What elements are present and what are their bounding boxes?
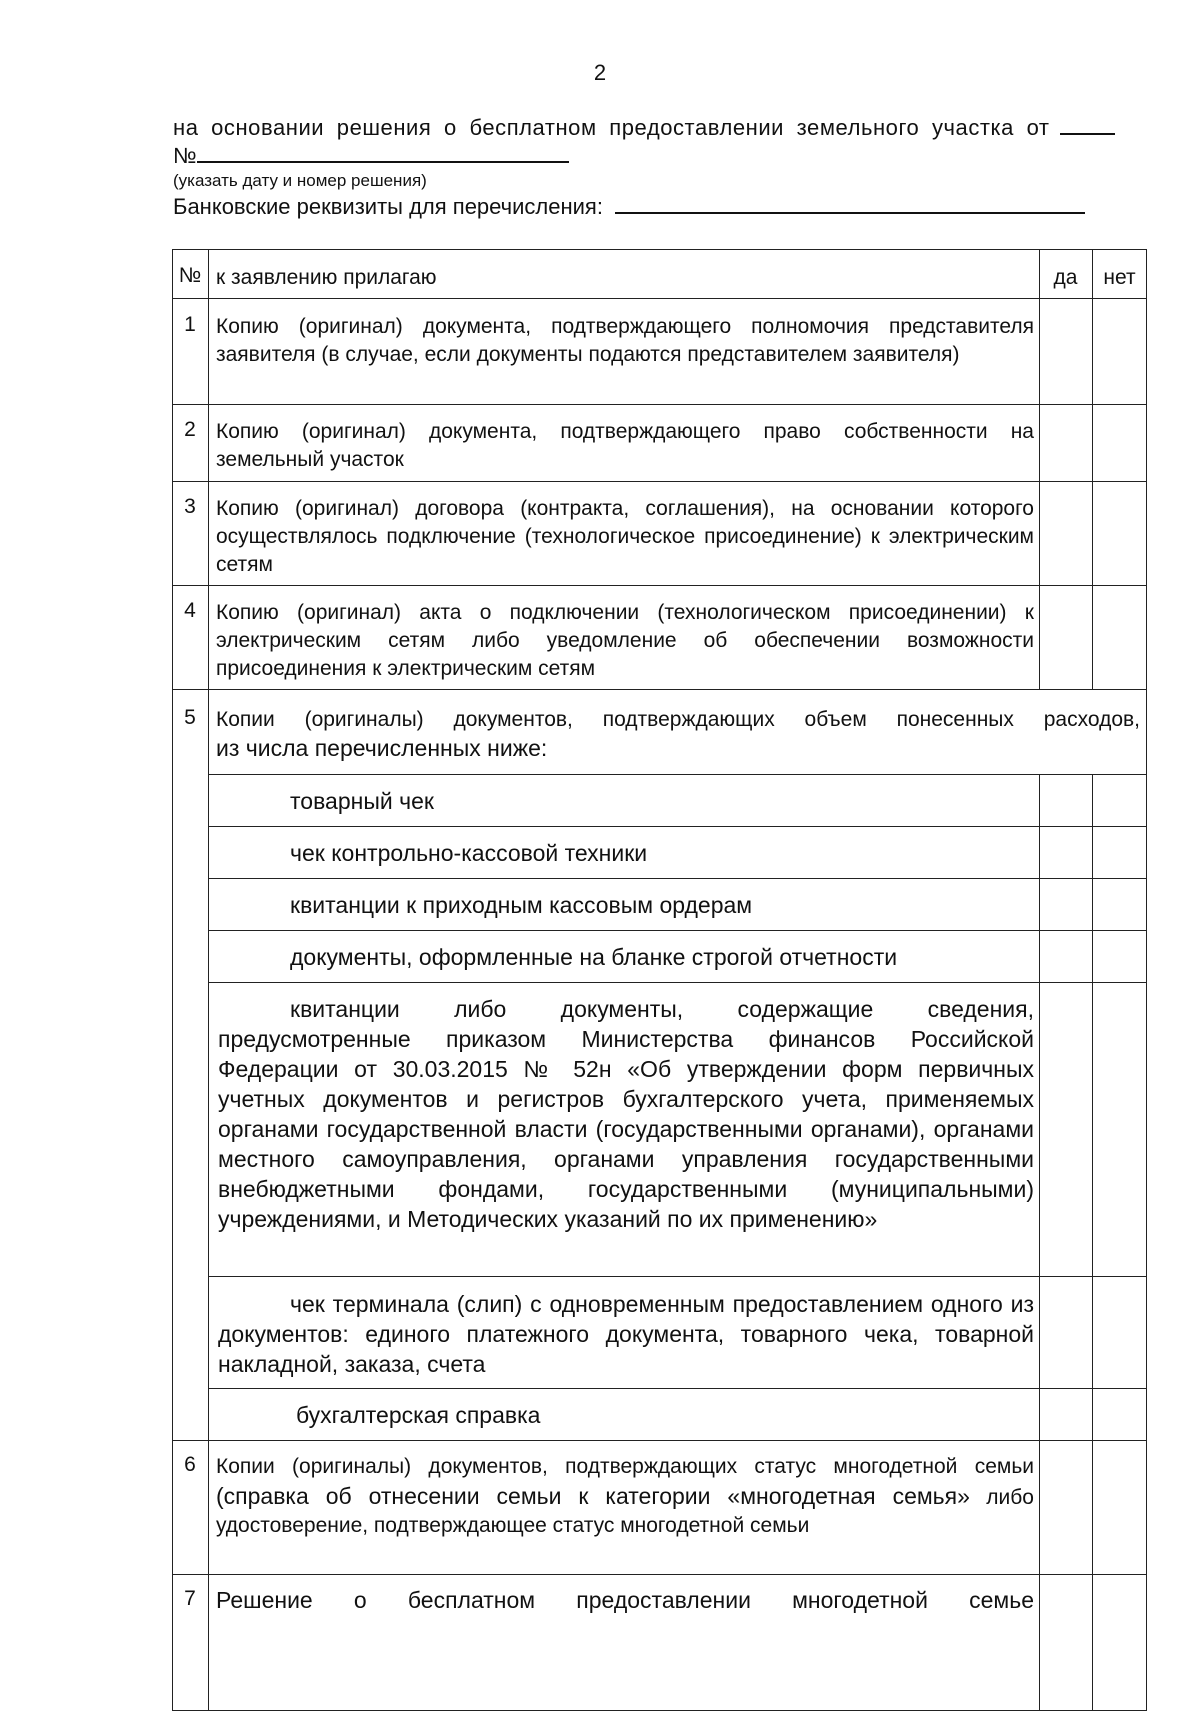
bank-label: Банковские реквизиты для перечисления: <box>173 194 603 219</box>
subitem-4: документы, оформленные на бланке строгой отчетности <box>290 944 898 970</box>
row-6-text-b: (справка об отнесении семьи к категории «многодетная семья» <box>216 1483 970 1509</box>
subitem-2: чек контрольно-кассовой техники <box>290 840 648 866</box>
row-5-text-line1: Копии (оригиналы) документов, подтверждающих объем понесенных расходов, <box>216 708 1140 731</box>
subitem-6: чек терминала (слип) с одновременным предоставлением одного из документов: единого платежного документа, товарного чека, товарной накладной, заказа, счета <box>218 1291 1034 1377</box>
row-5-text-line2: из числа перечисленных ниже: <box>216 735 548 761</box>
row-1-text: Копию (оригинал) документа, подтверждающего полномочия представителя заявителя (в случае, если документы подаются представителем заявителя) <box>216 315 1034 366</box>
subitem-7: бухгалтерская справка <box>296 1402 541 1428</box>
header-yes: да <box>1053 266 1078 289</box>
subitem-1: товарный чек <box>290 788 434 814</box>
row-6-text-a: Копии (оригиналы) документов, подтверждающих статус многодетной семьи <box>216 1455 1034 1478</box>
decision-text: на основании решения о бесплатном предоставлении земельного участка от <box>173 115 1050 140</box>
decision-line <box>173 115 1148 141</box>
header-num: № <box>178 264 202 287</box>
row-6-text <box>216 1453 1034 1540</box>
row-4-num: 4 <box>184 599 196 622</box>
number-sign: № <box>173 143 197 168</box>
bank-details-line <box>173 194 1085 220</box>
row-1-num: 1 <box>184 313 196 336</box>
header-no: нет <box>1103 266 1136 289</box>
row-2-num: 2 <box>184 418 196 441</box>
decision-number-line <box>173 143 569 169</box>
date-blank-line <box>1060 115 1115 135</box>
bank-blank-line <box>615 194 1085 214</box>
row-5-num: 5 <box>184 706 196 729</box>
row-4-text: Копию (оригинал) акта о подключении (технологическом присоединении) к электрическим сетям либо уведомление об обеспечении возможности присоединения к электрическим сетям <box>216 601 1034 680</box>
row-3-num: 3 <box>184 495 196 518</box>
subitem-5: квитанции либо документы, содержащие сведения, предусмотренные приказом Министерства финансов Российской Федерации от 30.03.2015 № 52н «Об утверждении форм первичных учетных документов и регистров бухгалтерского учета, применяемых органами государственной власти (государственными органами), органами местного самоуправления, органами управления государственными внебюджетными фондами, государственными (муниципальными) учреждениями, и Методических указаний по их применению» <box>218 996 1034 1232</box>
hint-text: (указать дату и номер решения) <box>173 171 427 190</box>
number-blank-line <box>197 143 569 163</box>
page-number: 2 <box>593 60 607 85</box>
subitem-3: квитанции к приходным кассовым ордерам <box>290 892 753 918</box>
row-7-num: 7 <box>184 1587 196 1610</box>
header-title: к заявлению прилагаю <box>216 266 437 289</box>
row-7-text: Решение о бесплатном предоставлении многодетной семье <box>216 1587 1034 1613</box>
row-6-num: 6 <box>184 1453 196 1476</box>
row-3-text: Копию (оригинал) договора (контракта, соглашения), на основании которого осуществлялось подключение (технологическое присоединение) к электрическим сетям <box>216 497 1034 576</box>
row-2-text: Копию (оригинал) документа, подтверждающего право собственности на земельный участок <box>216 420 1034 471</box>
row-6-text-c: либо удостоверение, подтверждающее статус многодетной семьи <box>216 1486 1034 1537</box>
